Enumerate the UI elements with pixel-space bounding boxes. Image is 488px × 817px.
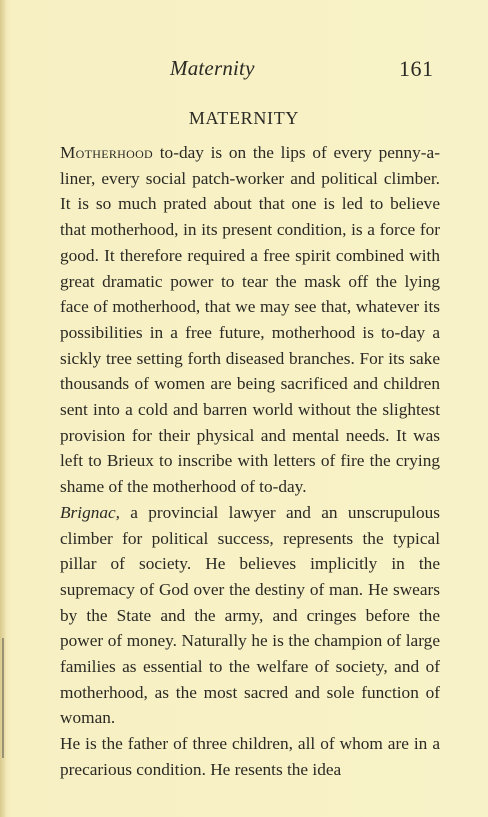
paragraph-3: He is the father of three children, all of whom are in a precarious condition. He resents the idea (60, 734, 440, 779)
running-title: Maternity (170, 56, 255, 80)
chapter-title: MATERNITY (188, 108, 300, 128)
paragraph-1 (60, 140, 440, 500)
page-header (0, 56, 488, 84)
paragraph-2-lead: Brignac, (60, 502, 120, 522)
paragraph-1-body: to-day is on the lips of every penny-a-liner, every social patch-worker and political climber. It is so much prated about that one is led to believe that motherhood, in its present condition, is a force for good. It therefore required a free spirit combined with great dramatic power to tear the mask off the lying face of motherhood, that we may see that, whatever its possibilities in a free future, motherhood is to-day a sickly tree setting forth diseased branches. For its sake thousands of women are being sacrificed and children sent into a cold and barren world without the slightest provision for their physical and mental needs. It was left to Brieux to inscribe with letters of fire the crying shame of the motherhood of to-day. (60, 143, 440, 497)
paragraph-2-body: a provincial lawyer and an unscrupulous climber for political success, represents the typical pillar of society. He believes implicitly in the supremacy of God over the destiny of man. He swears by the State and the army, and cringes before the power of money. Naturally he is the champion of large families as essential to the welfare of society, and of motherhood, as the most sacred and sole function of woman. (60, 502, 440, 728)
margin-mark (2, 638, 4, 758)
paragraph-2 (60, 500, 440, 731)
body-text (60, 140, 440, 783)
page-number: 161 (399, 56, 434, 81)
paragraph-1-lead: Motherhood (60, 143, 154, 162)
